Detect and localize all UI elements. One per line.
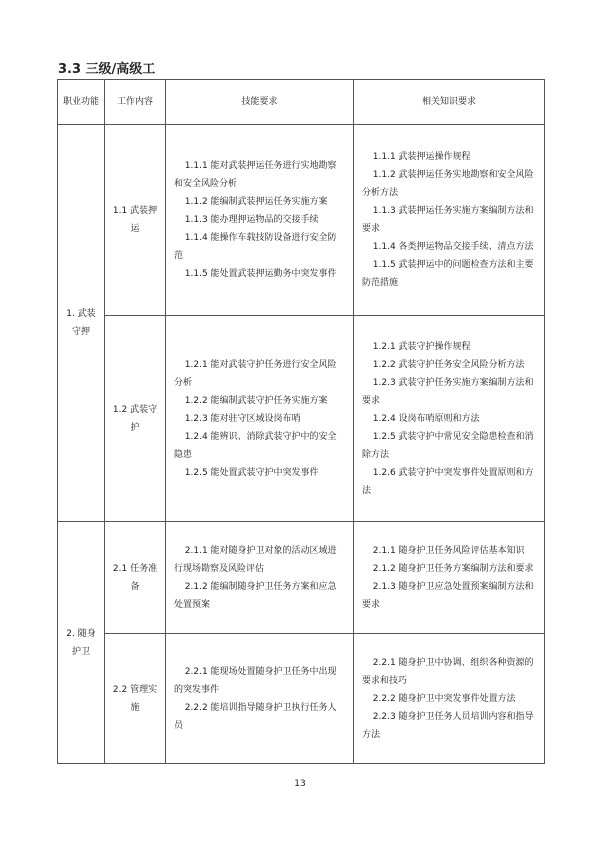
knowledge-item: 1.2.4 设岗布哨原则和方法 [372,413,480,424]
knowledge-item: 1.2.1 武装守护操作规程 [372,341,471,352]
header-function: 职业功能 [58,80,105,125]
skill-requirements-cell [166,634,354,764]
table-row [58,125,545,316]
table-row [58,316,545,522]
skill-item: 1.2.2 能编制武装守护任务实施方案 [184,395,328,406]
knowledge-requirements-cell [354,316,545,522]
skill-item: 2.2.1 能现场处置随身护卫任务中出现的突发事件 [174,666,337,695]
skill-item: 1.1.4 能操作车载技防设备进行安全防范 [174,233,337,261]
table-header-row [58,80,545,125]
skill-item: 1.1.3 能办理押运物品的交接手续 [184,215,319,225]
skill-item: 1.1.1 能对武装押运任务进行实地勘察和安全风险分析 [174,161,337,189]
skill-requirements-cell [166,316,354,522]
header-skill-requirements: 技能要求 [166,80,354,125]
knowledge-item: 1.2.2 武装守护任务安全风险分析方法 [372,359,525,370]
knowledge-item: 1.1.4 各类押运物品交接手续、清点方法 [372,242,534,252]
skill-requirements-cell [166,522,354,634]
skill-item: 1.2.1 能对武装守护任务进行安全风险分析 [174,359,337,388]
skill-item: 2.1.1 能对随身护卫对象的活动区域进行现场勘察及风险评估 [174,545,337,574]
occupational-function-cell: 2. 随身护卫 [58,522,105,764]
table-row [58,522,545,634]
skill-item: 1.2.4 能辨识、消除武装守护中的安全隐患 [174,431,337,460]
skill-item: 1.2.3 能对驻守区域设岗布哨 [184,413,301,424]
knowledge-item: 2.2.1 随身护卫中协调、组织各种资源的要求和技巧 [362,657,534,686]
knowledge-item: 1.2.6 武装守护中突发事件处置原则和方法 [362,467,534,496]
knowledge-item: 1.1.1 武装押运操作规程 [372,152,471,162]
knowledge-item: 1.1.5 武装押运中的问题检查方法和主要防范措施 [362,260,534,288]
work-content-cell: 1.1 武装押运 [105,125,166,316]
knowledge-requirements-cell [354,125,545,316]
knowledge-requirements-cell [354,634,545,764]
knowledge-item: 1.1.2 武装押运任务实地勘察和安全风险分析方法 [362,170,534,198]
section-heading: 3.3 三级/高级工 [58,62,156,77]
knowledge-item: 2.2.2 随身护卫中突发事件处置方法 [372,693,516,704]
knowledge-requirements-cell [354,522,545,634]
knowledge-item: 2.2.3 随身护卫任务人员培训内容和指导方法 [362,711,534,740]
skill-item: 2.1.2 能编制随身护卫任务方案和应急处置预案 [174,581,337,610]
skill-requirements-table [57,79,545,764]
knowledge-item: 1.2.5 武装守护中常见安全隐患检查和消除方法 [362,431,534,460]
knowledge-item: 1.1.3 武装押运任务实施方案编制方法和要求 [362,206,534,234]
knowledge-item: 2.1.1 随身护卫任务风险评估基本知识 [372,545,525,556]
page-number: 13 [294,779,306,789]
skill-item: 1.2.5 能处置武装守护中突发事件 [184,467,319,478]
knowledge-item: 2.1.2 随身护卫任务方案编制方法和要求 [372,563,534,574]
skill-item: 1.1.5 能处置武装押运勤务中突发事件 [184,269,337,279]
work-content-cell: 2.1 任务准备 [105,522,166,634]
skill-item: 1.1.2 能编制武装押运任务实施方案 [184,197,328,207]
skill-item: 2.2.2 能培训指导随身护卫执行任务人员 [174,702,337,731]
occupational-function-cell: 1. 武装守押 [58,125,105,522]
knowledge-item: 1.2.3 武装守护任务实施方案编制方法和要求 [362,377,534,406]
work-content-cell: 2.2 管理实施 [105,634,166,764]
skill-requirements-cell [166,125,354,316]
work-content-cell: 1.2 武装守护 [105,316,166,522]
header-work-content: 工作内容 [105,80,166,125]
header-knowledge-requirements: 相关知识要求 [354,80,545,125]
knowledge-item: 2.1.3 随身护卫应急处置预案编制方法和要求 [362,581,534,610]
table-row [58,634,545,764]
